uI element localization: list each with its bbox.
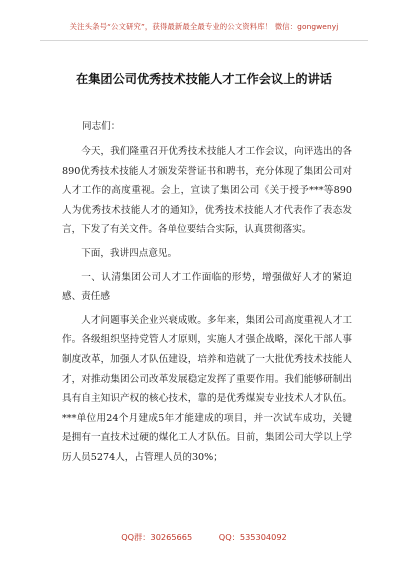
section-heading-1: 一、认清集团公司人才工作面临的形势，增强做好人才的紧迫感、责任感 <box>62 271 352 303</box>
footer-contact <box>0 532 408 543</box>
header-banner: 关注头条号“公文研究”，获得最新最全最专业的公文资料库！ 微信：gongwenyj <box>69 22 339 31</box>
footer-qq-group: QQ群：30265665 <box>121 532 193 542</box>
greeting: 同志们： <box>82 121 121 132</box>
footer-qq: QQ：535304092 <box>218 532 287 542</box>
paragraph-outline: 下面，我讲四点意见。 <box>81 247 178 259</box>
document-body <box>62 117 352 472</box>
document-title: 在集团公司优秀技术技能人才工作会议上的讲话 <box>76 72 332 86</box>
header-divider <box>40 40 368 41</box>
paragraph-talent: 人才问题事关企业兴衰成败。多年来，集团公司高度重视人才工作。各级组织坚持党管人才原则，实施人才强企战略，深化干部人事制度改革，加强人才队伍建设，培养和造就了一大批优秀技术技能人才，对推动集团公司改革发展稳定发挥了重要作用。我们能够研制出具有自主知识产权的核心技术，靠的是优秀煤炭专业技术人才队伍。***单位用24个月建成5年才能建成的项目，并一次试车成功，关键是拥有一直技术过硬的煤化工人才队伍。目前，集团公司大学以上学历人员5274人，占管理人员的30%； <box>62 314 352 463</box>
paragraph-intro: 今天，我们隆重召开优秀技术技能人才工作会议，向评选出的各890优秀技术技能人才颁发荣誉证书和聘书，充分体现了集团公司对人才工作的高度重视。会上，宣读了集团公司《关于授予***等890人为优秀技术技能人才的通知》，优秀技术技能人才代表作了表态发言，下发了有关文件。各单位要结合实际，认真贯彻落实。 <box>62 146 352 236</box>
